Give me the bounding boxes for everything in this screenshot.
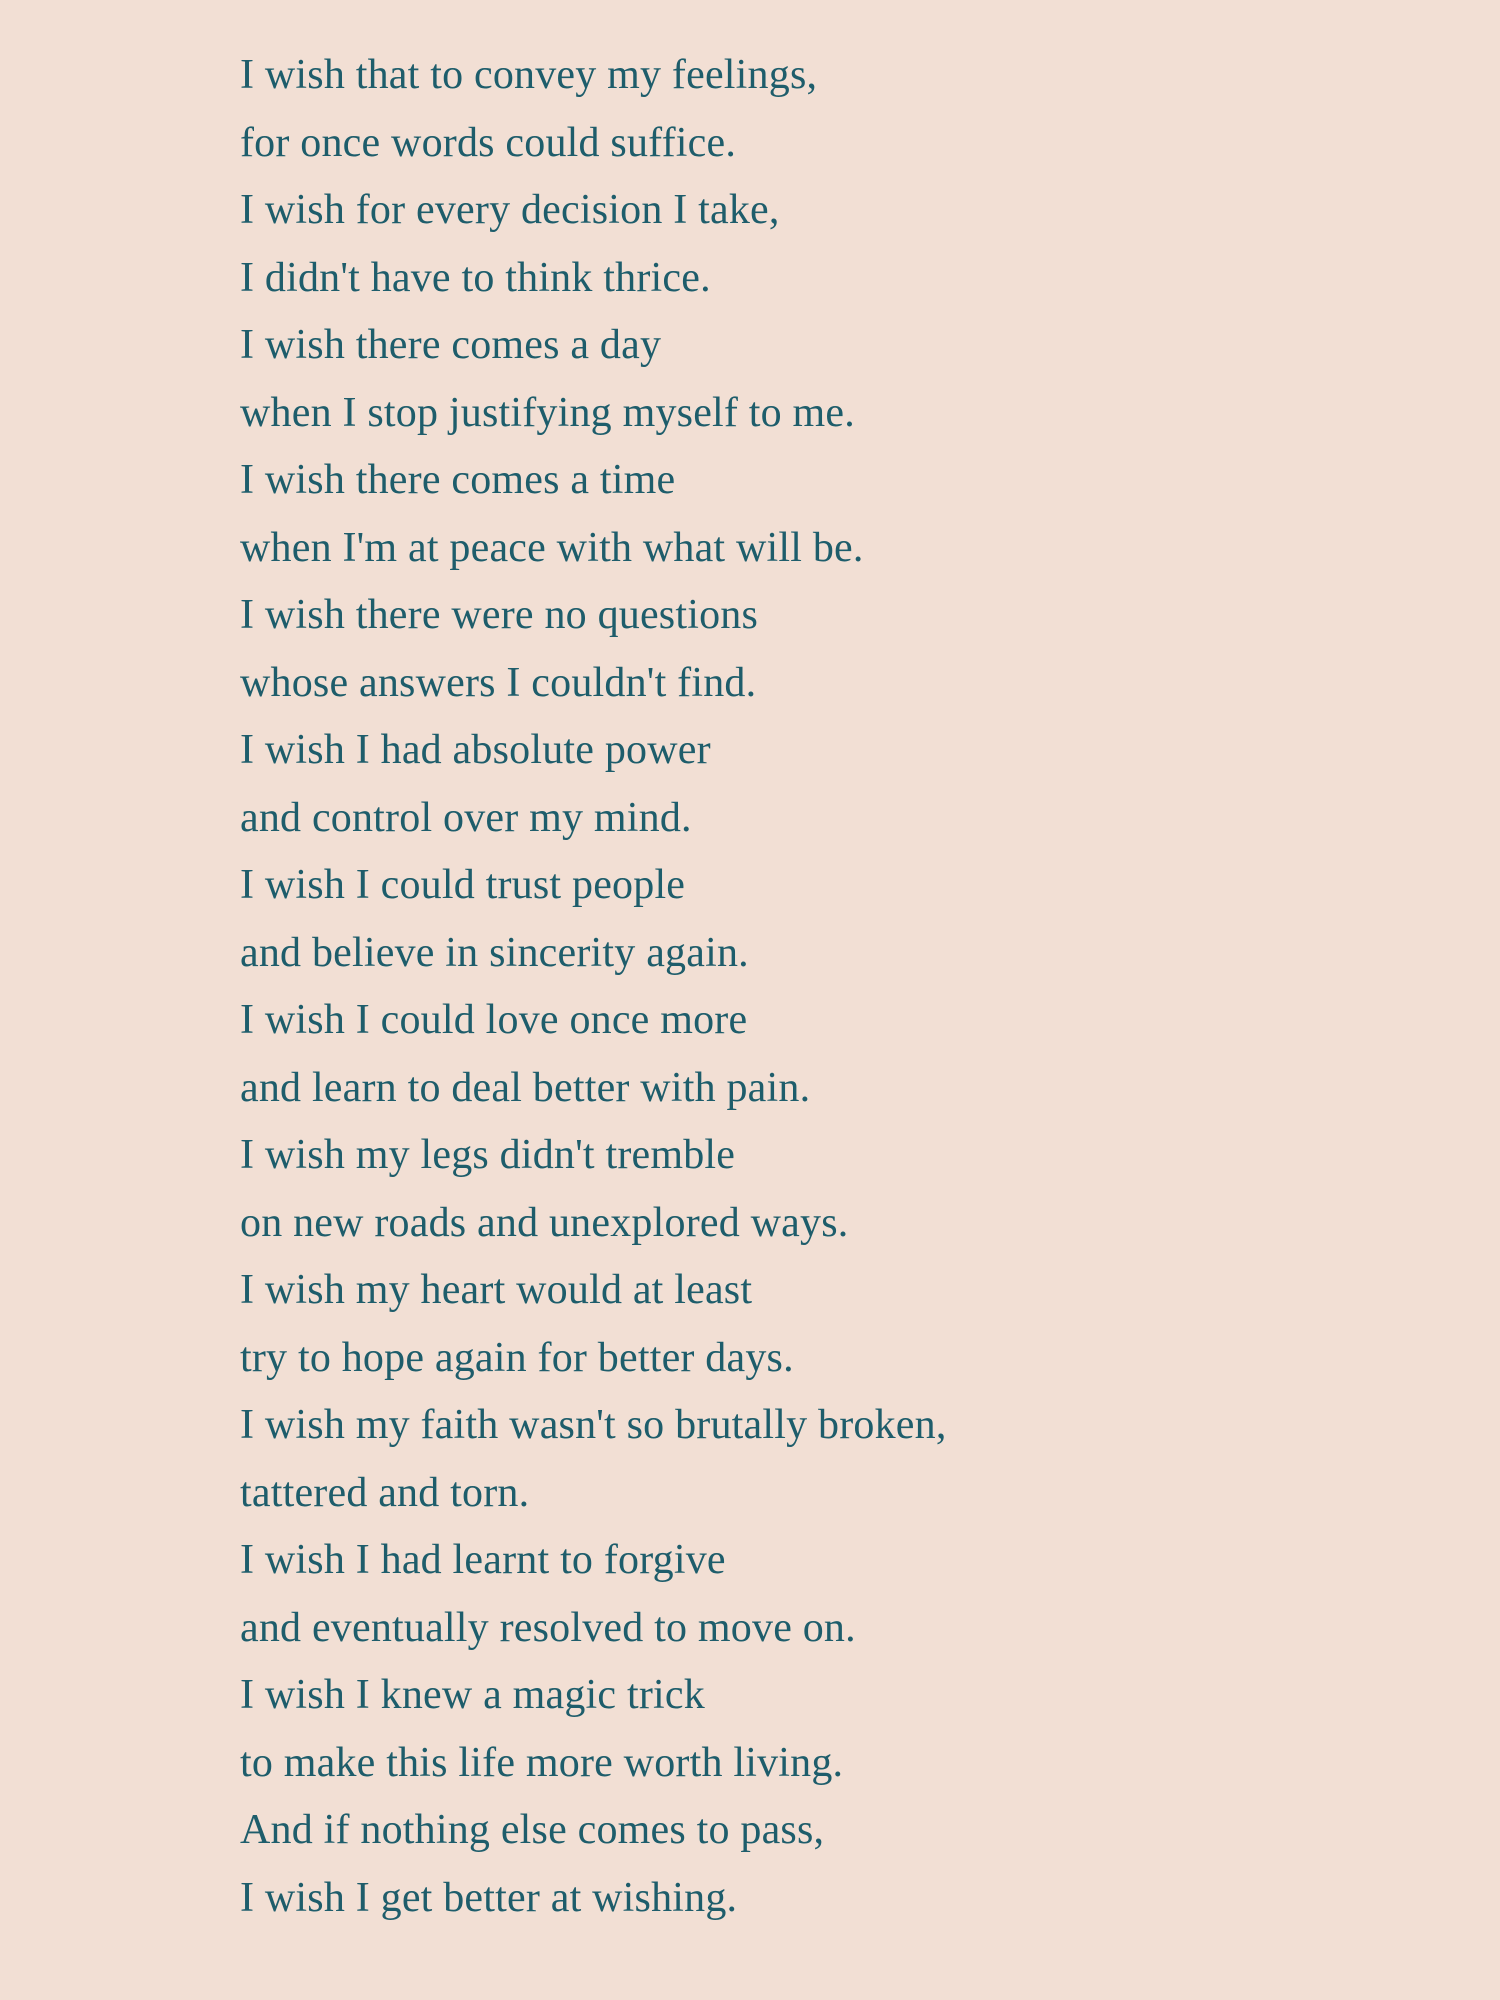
poem-line: I wish I had learnt to forgive <box>240 1537 726 1583</box>
poem-line: tattered and torn. <box>240 1469 530 1516</box>
poem-line: I wish I could love once more <box>240 997 748 1043</box>
poem-line: I wish I had absolute power <box>240 727 711 773</box>
poem-line: and learn to deal better with pain. <box>240 1064 811 1111</box>
poem-line: try to hope again for better days. <box>240 1334 794 1381</box>
poem-body <box>240 42 1360 1932</box>
poem-line: I wish that to convey my feelings, <box>240 52 818 98</box>
poem-line: I wish my legs didn't tremble <box>240 1132 736 1178</box>
poem-line: I wish I get better at wishing. <box>240 1874 738 1921</box>
poem-line: I wish my faith wasn't so brutally broken, <box>240 1402 947 1448</box>
poem-line: I wish there were no questions <box>240 592 759 638</box>
poem-line: I didn't have to think thrice. <box>240 254 711 301</box>
poem-line: I wish for every decision I take, <box>240 187 780 233</box>
poem-line: And if nothing else comes to pass, <box>240 1807 825 1853</box>
poem-line: for once words could suffice. <box>240 119 737 166</box>
poem-line: and believe in sincerity again. <box>240 929 749 976</box>
poem-line: and control over my mind. <box>240 794 692 841</box>
poem-line: to make this life more worth living. <box>240 1739 844 1786</box>
poem-line: I wish my heart would at least <box>240 1267 753 1313</box>
poem-line: when I'm at peace with what will be. <box>240 524 864 571</box>
poem-line: I wish I knew a magic trick <box>240 1672 705 1718</box>
poem-line: when I stop justifying myself to me. <box>240 389 855 436</box>
poem-line: on new roads and unexplored ways. <box>240 1199 849 1246</box>
poem-line: whose answers I couldn't find. <box>240 659 757 706</box>
poem-line: I wish I could trust people <box>240 862 686 908</box>
poem-line: I wish there comes a day <box>240 322 662 368</box>
poem-line: I wish there comes a time <box>240 457 676 503</box>
poem-line: and eventually resolved to move on. <box>240 1604 856 1651</box>
